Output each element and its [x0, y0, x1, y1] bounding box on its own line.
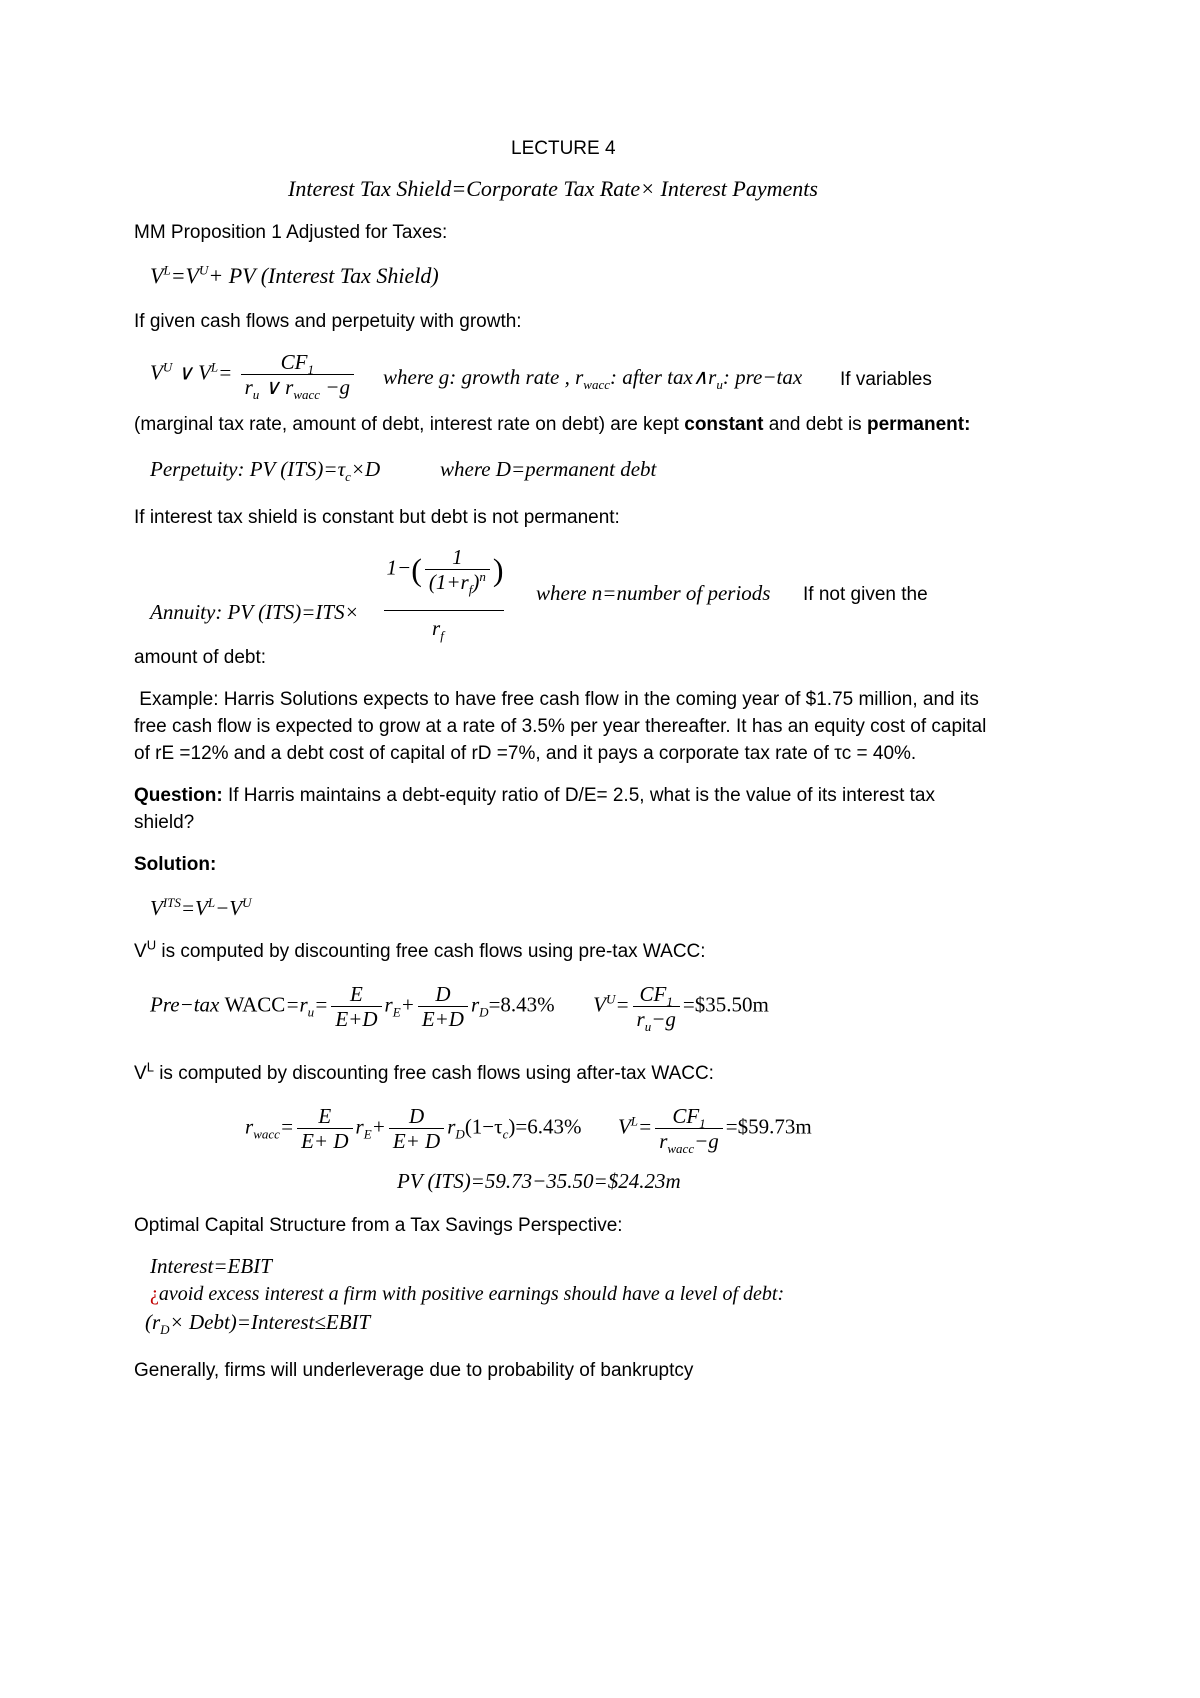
example-line-3: of rE =12% and a debt cost of capital of rD =7%, and it pays a corporate tax rate of τc = 40%. — [134, 743, 917, 764]
eq-perpetuity-where: where D=permanent debt — [440, 457, 657, 481]
eq-annuity-where: where n=number of periods — [536, 581, 771, 605]
example-line-1: Example: Harris Solutions expects to have free cash flow in the coming year of $1.75 million, and its — [134, 689, 979, 710]
eq-growth: $V^U$ ∨ $V^L=$ $\frac{CF_1}{r_u \vee r_{wacc} -g}$ — [150, 350, 357, 399]
page-title: LECTURE 4 — [511, 138, 616, 159]
question-line-1: Question: If Harris maintains a debt-equity ratio of D/E= 2.5, what is the value of its interest tax — [134, 785, 935, 806]
eq-annuity-lead: Annuity: PV (ITS)=ITS× — [150, 600, 359, 624]
amount-line: amount of debt: — [134, 647, 267, 668]
optimal-heading: Optimal Capital Structure from a Tax Savings Perspective: — [134, 1215, 623, 1236]
eq-pretax: Pre−tax $WACC=r_u=$ $\frac{E}{E+D}$ $r_E+$ $\frac{D}{E+D}$ $r_D=8.43\%$ $V^U=$ $\frac{CF_1}{r_u-g}$ =$35.50m — [150, 982, 769, 1035]
eq-vl-mm: $V^L=V^U+$ PV (Interest Tax Shield) — [150, 262, 439, 288]
solution-label: Solution: — [134, 854, 217, 875]
eq-interest-tax-shield: Interest Tax Shield=Corporate Tax Rate× Interest Payments — [288, 176, 818, 201]
eq-debt-interest: ($r_D\times$ Debt)=Interest≤EBIT — [145, 1310, 371, 1338]
eq-vits: $V^{ITS}=V^L-V^U$ — [150, 895, 252, 920]
question-line-2: shield? — [134, 812, 195, 833]
eq-pv-its: PV (ITS)=59.73−35.50=$24.23m — [397, 1169, 681, 1193]
constant-line: (marginal tax rate, amount of debt, interest rate on debt) are kept constant and debt is permanent: — [134, 414, 971, 435]
eq-aftertax: $r_{wacc}=$ $\frac{E}{E+ D}$ $r_E+$ $\frac{D}{E+ D}$ $r_D(1-\tau_c)=6.43\%$ $V^L=$ $\frac{CF_1}{r_{wacc}-g}$ =$59.73m — [245, 1104, 812, 1157]
growth-heading: If given cash flows and perpetuity with growth: — [134, 311, 522, 332]
eq-growth-where: where g: growth rate , $r_{wacc}$: after $tax\wedge r_u$: pre−tax — [383, 365, 803, 393]
if-variables-text: If variables — [840, 369, 932, 390]
annuity-fraction-bar — [384, 610, 504, 611]
inverted-question-glyph: ¿ — [150, 1283, 159, 1305]
if-not-given-text: If not given the — [803, 584, 928, 605]
closing-line: Generally, firms will underleverage due to probability of bankruptcy — [134, 1360, 694, 1381]
eq-perpetuity: Perpetuity: PV $(ITS)=\tau_c\times D$ — [150, 457, 381, 485]
eq-annuity-denominator: $r_f$ — [432, 616, 444, 644]
vl-line: $V^L$ is computed by discounting free cash flows using after-tax WACC: — [134, 1059, 714, 1084]
eq-interest-ebit: Interest=EBIT — [150, 1254, 272, 1278]
mm-heading: MM Proposition 1 Adjusted for Taxes: — [134, 222, 448, 243]
eq-avoid-excess: ¿avoid excess interest a firm with positive earnings should have a level of debt: — [150, 1283, 785, 1305]
example-line-2: free cash flow is expected to grow at a rate of 3.5% per year thereafter. It has an equity cost of capital — [134, 716, 987, 737]
eq-annuity-numerator: 1−( $\frac{1}{(1+r_f)^n}$ ) — [386, 545, 504, 598]
not-permanent-heading: If interest tax shield is constant but debt is not permanent: — [134, 507, 620, 528]
vu-line: $V^U$ is computed by discounting free cash flows using pre-tax WACC: — [134, 937, 706, 962]
